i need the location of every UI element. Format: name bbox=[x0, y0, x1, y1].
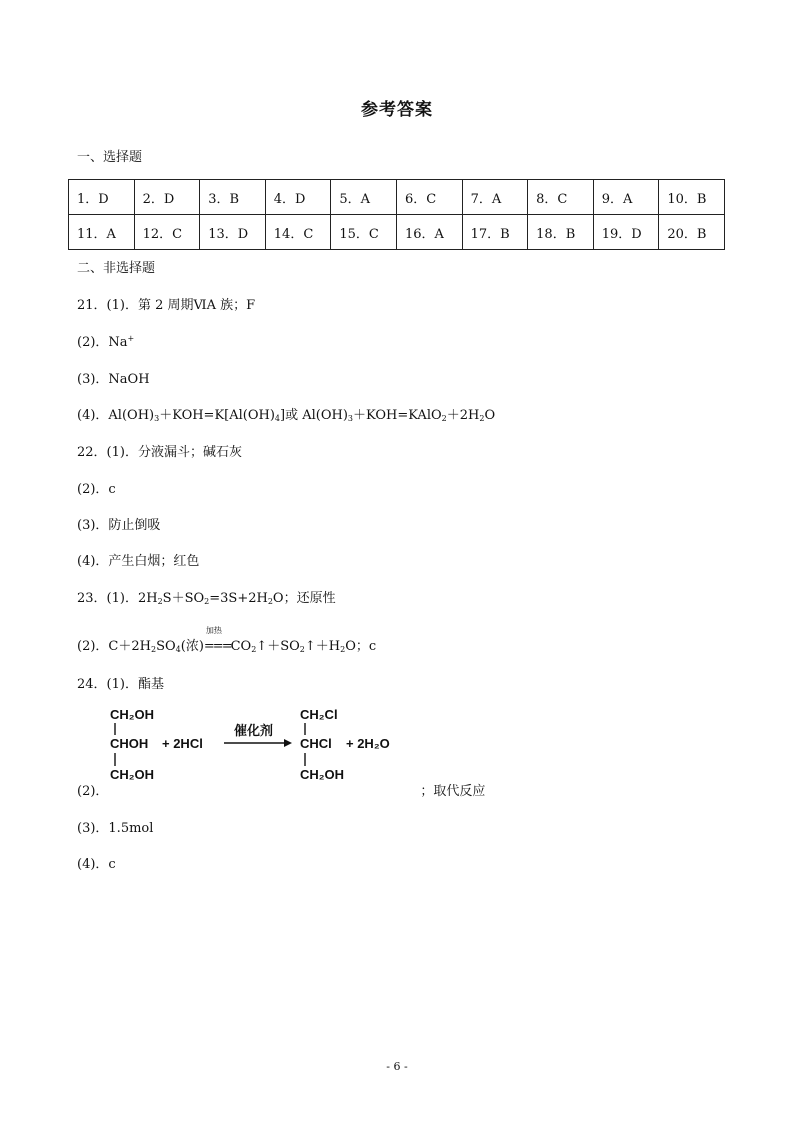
q21-answer-3: (3)．NaOH bbox=[77, 372, 150, 387]
q22-answer-4: (4)．产生白烟；红色 bbox=[77, 554, 200, 569]
subscript: 2 bbox=[204, 597, 210, 606]
subscript: 2 bbox=[251, 645, 257, 654]
condition-label: 加热 bbox=[205, 626, 222, 635]
answer-cell: 5．A bbox=[331, 180, 397, 215]
answer-cell: 11．A bbox=[69, 215, 135, 250]
q24-answer-2 bbox=[77, 780, 485, 799]
right-carbon-3: CH₂OH bbox=[300, 767, 345, 782]
q23-answer-1 bbox=[77, 587, 336, 606]
answer-cell: 7．A bbox=[462, 180, 528, 215]
product-label: + 2H₂O bbox=[346, 736, 390, 751]
answer-table bbox=[68, 179, 725, 250]
subscript: 3 bbox=[347, 414, 353, 423]
text-span: CO bbox=[230, 639, 252, 654]
section-heading-choice: 一、选择题 bbox=[77, 150, 143, 165]
q21-answer-1: 21．(1)．第 2 周期ⅥA 族；F bbox=[77, 298, 256, 313]
subscript: 2 bbox=[299, 645, 305, 654]
answer-cell: 15．C bbox=[331, 215, 397, 250]
answer-cell: 4．D bbox=[265, 180, 331, 215]
reaction-condition bbox=[203, 626, 231, 654]
left-carbon-1: CH₂OH bbox=[110, 707, 155, 722]
answer-cell: 18．B bbox=[528, 215, 594, 250]
text-span: ↑＋SO bbox=[256, 639, 300, 654]
q24-answer-1: 24．(1)．酯基 bbox=[77, 677, 164, 692]
catalyst-label: 催化剂 bbox=[234, 723, 274, 738]
q21-answer-4 bbox=[77, 404, 495, 423]
reagent-label: + 2HCl bbox=[162, 736, 203, 751]
superscript: + bbox=[127, 334, 135, 343]
answer-cell: 8．C bbox=[528, 180, 594, 215]
subscript: 4 bbox=[274, 414, 281, 423]
q22-answer-2: (2)．c bbox=[77, 482, 116, 497]
equals-sign: === bbox=[203, 639, 231, 654]
subscript: 2 bbox=[150, 645, 157, 654]
answer-cell: 20．B bbox=[659, 215, 725, 250]
text-span: ＋KOH=KAlO bbox=[353, 408, 442, 423]
text-span: S＋SO bbox=[162, 591, 205, 606]
text-span: ＋KOH=K[Al(OH) bbox=[159, 408, 275, 423]
q24-answer-3: (3)．1.5mol bbox=[77, 821, 154, 836]
text-span: ↑＋H bbox=[304, 639, 341, 654]
left-carbon-3: CH₂OH bbox=[110, 767, 155, 782]
text-span: ＋2H bbox=[446, 408, 480, 423]
answer-cell: 1．D bbox=[69, 180, 135, 215]
reaction-structure-diagram bbox=[106, 703, 406, 787]
answer-cell: 3．B bbox=[200, 180, 266, 215]
text-span: (2)．Na bbox=[77, 335, 128, 350]
answer-cell: 6．C bbox=[396, 180, 462, 215]
q22-answer-3: (3)．防止倒吸 bbox=[77, 518, 161, 533]
subscript: 4 bbox=[175, 645, 181, 654]
subscript: 2 bbox=[340, 645, 346, 654]
section-heading-nonchoice: 二、非选择题 bbox=[77, 261, 156, 276]
text-span: O bbox=[484, 408, 496, 423]
subscript: 2 bbox=[157, 597, 163, 606]
table-row bbox=[69, 215, 725, 250]
answer-cell: 10．B bbox=[659, 180, 725, 215]
answer-cell: 12．C bbox=[134, 215, 200, 250]
left-carbon-2: CHOH bbox=[110, 736, 149, 751]
page-number: - 6 - bbox=[386, 1060, 408, 1073]
text-span: ]或 Al(OH) bbox=[280, 408, 348, 423]
subscript: 2 bbox=[479, 414, 485, 423]
text-span: 23．(1)．2H bbox=[77, 591, 158, 606]
text-span: SO bbox=[156, 639, 176, 654]
subscript: 2 bbox=[441, 414, 447, 423]
answer-cell: 2．D bbox=[134, 180, 200, 215]
text-span: (2)．C＋2H bbox=[77, 639, 151, 654]
text-span: (2)． bbox=[77, 784, 109, 799]
text-span: =3S+2H bbox=[209, 591, 268, 606]
answer-cell: 16．A bbox=[396, 215, 462, 250]
answer-cell: 17．B bbox=[462, 215, 528, 250]
q22-answer-1: 22．(1)．分液漏斗；碱石灰 bbox=[77, 445, 242, 460]
q21-answer-2 bbox=[77, 331, 134, 350]
text-span: (4)．Al(OH) bbox=[77, 408, 155, 423]
q23-answer-2 bbox=[77, 626, 377, 654]
text-span: O；还原性 bbox=[272, 591, 336, 606]
table-row bbox=[69, 180, 725, 215]
right-carbon-2: CHCl bbox=[300, 736, 332, 751]
q24-answer-4: (4)．c bbox=[77, 857, 116, 872]
answer-cell: 9．A bbox=[593, 180, 659, 215]
answer-cell: 19．D bbox=[593, 215, 659, 250]
page-title: 参考答案 bbox=[361, 100, 433, 120]
subscript: 3 bbox=[154, 414, 160, 423]
answer-cell: 14．C bbox=[265, 215, 331, 250]
subscript: 2 bbox=[267, 597, 273, 606]
text-span: O；c bbox=[345, 639, 377, 654]
right-carbon-1: CH₂Cl bbox=[300, 707, 338, 722]
text-span: (浓) bbox=[180, 639, 204, 654]
arrow-head-icon bbox=[284, 739, 292, 747]
text-span: ；取代反应 bbox=[420, 784, 486, 799]
answer-cell: 13．D bbox=[200, 215, 266, 250]
